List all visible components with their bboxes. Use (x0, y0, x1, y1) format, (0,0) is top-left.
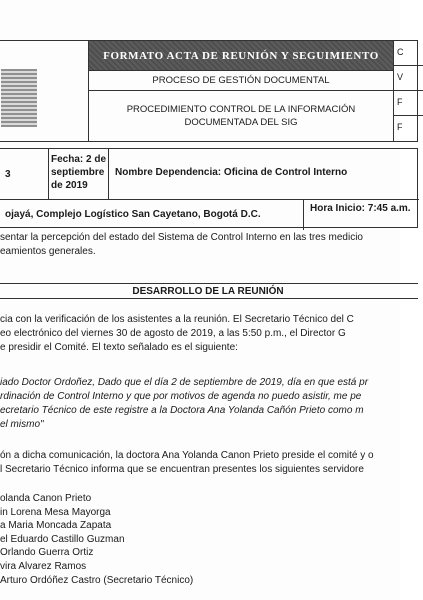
header-right-column (393, 41, 423, 141)
text-line: rdinación de Control Interno y que por motivos de agenda no puedo asistir, me pe (0, 391, 362, 402)
meeting-number: 3 (0, 149, 49, 199)
form-title: FORMATO ACTA DE REUNIÓN Y SEGUIMIENTO (89, 41, 393, 71)
text-line: sentar la percepción del estado del Sistema de Control Interno en las tres medicio (0, 232, 363, 243)
procedure-name: PROCEDIMIENTO CONTROL DE LA INFORMACIÓN DOCUMENTADA DEL SIG (126, 104, 356, 128)
header-right-cell: F (394, 91, 423, 116)
attendee-item: el Eduardo Castillo Guzman (0, 533, 125, 545)
text-line: ecretario Técnico de este registre a la Doctora Ana Yolanda Cañón Prieto como m (0, 405, 364, 416)
attendee-item: in Lorena Mesa Mayorga (0, 506, 111, 518)
text-line: el mismo" (0, 419, 44, 430)
header-right-cell: V (394, 66, 423, 91)
attendee-item: a Maria Moncada Zapata (0, 520, 112, 532)
meeting-location: ojayá, Complejo Logístico San Cayetano, Bogotá D.C. (0, 200, 304, 230)
attendee-item: Arturo Ordóñez Castro (Secretario Técnico) (0, 574, 194, 586)
meeting-info-table (0, 148, 418, 228)
meeting-dependency: Nombre Dependencia: Oficina de Control Interno (115, 167, 348, 178)
meeting-info-row (0, 199, 419, 229)
development-text (0, 313, 354, 355)
document-header (0, 40, 418, 142)
quoted-text (0, 376, 368, 432)
logo-cell (0, 41, 89, 141)
header-right-cell: C (394, 41, 423, 66)
text-line: eo electrónico del viernes 30 de agosto de 2019, a las 5:50 p.m., el Director G (0, 328, 346, 339)
meeting-start-time: Hora Inicio: 7:45 a.m. (310, 203, 411, 214)
attendee-list (0, 492, 193, 587)
text-line: ón a dicha comunicación, la doctora Ana Yolanda Canon Prieto preside el comité y o (0, 450, 374, 461)
text-line: e presidir el Comité. El texto señalado es el siguiente: (0, 342, 238, 353)
attendee-item: olanda Canon Prieto (0, 493, 92, 504)
header-right-cell: F (397, 122, 403, 132)
after-quote-text (0, 449, 374, 477)
meeting-date: Fecha: 2 de septiembre de 2019 (49, 149, 109, 199)
section-title: DESARROLLO DE LA REUNIÓN (0, 283, 418, 299)
objective-text (0, 231, 363, 259)
logo-mark (1, 69, 37, 127)
process-name: PROCESO DE GESTIÓN DOCUMENTAL (89, 71, 393, 91)
attendee-item: Orlando Guerra Ortiz (0, 547, 94, 559)
text-line: iado Doctor Ordoñez, Dado que el día 2 de septiembre de 2019, día en que está pr (0, 377, 369, 388)
text-line: l Secretario Técnico informa que se encuentran presentes los siguientes servidore (0, 464, 364, 475)
attendee-item: vira Alvarez Ramos (0, 560, 87, 572)
text-line: cia con la verificación de los asistentes a la reunión. El Secretario Técnico del C (0, 314, 354, 325)
text-line: eamientos generales. (0, 246, 96, 257)
